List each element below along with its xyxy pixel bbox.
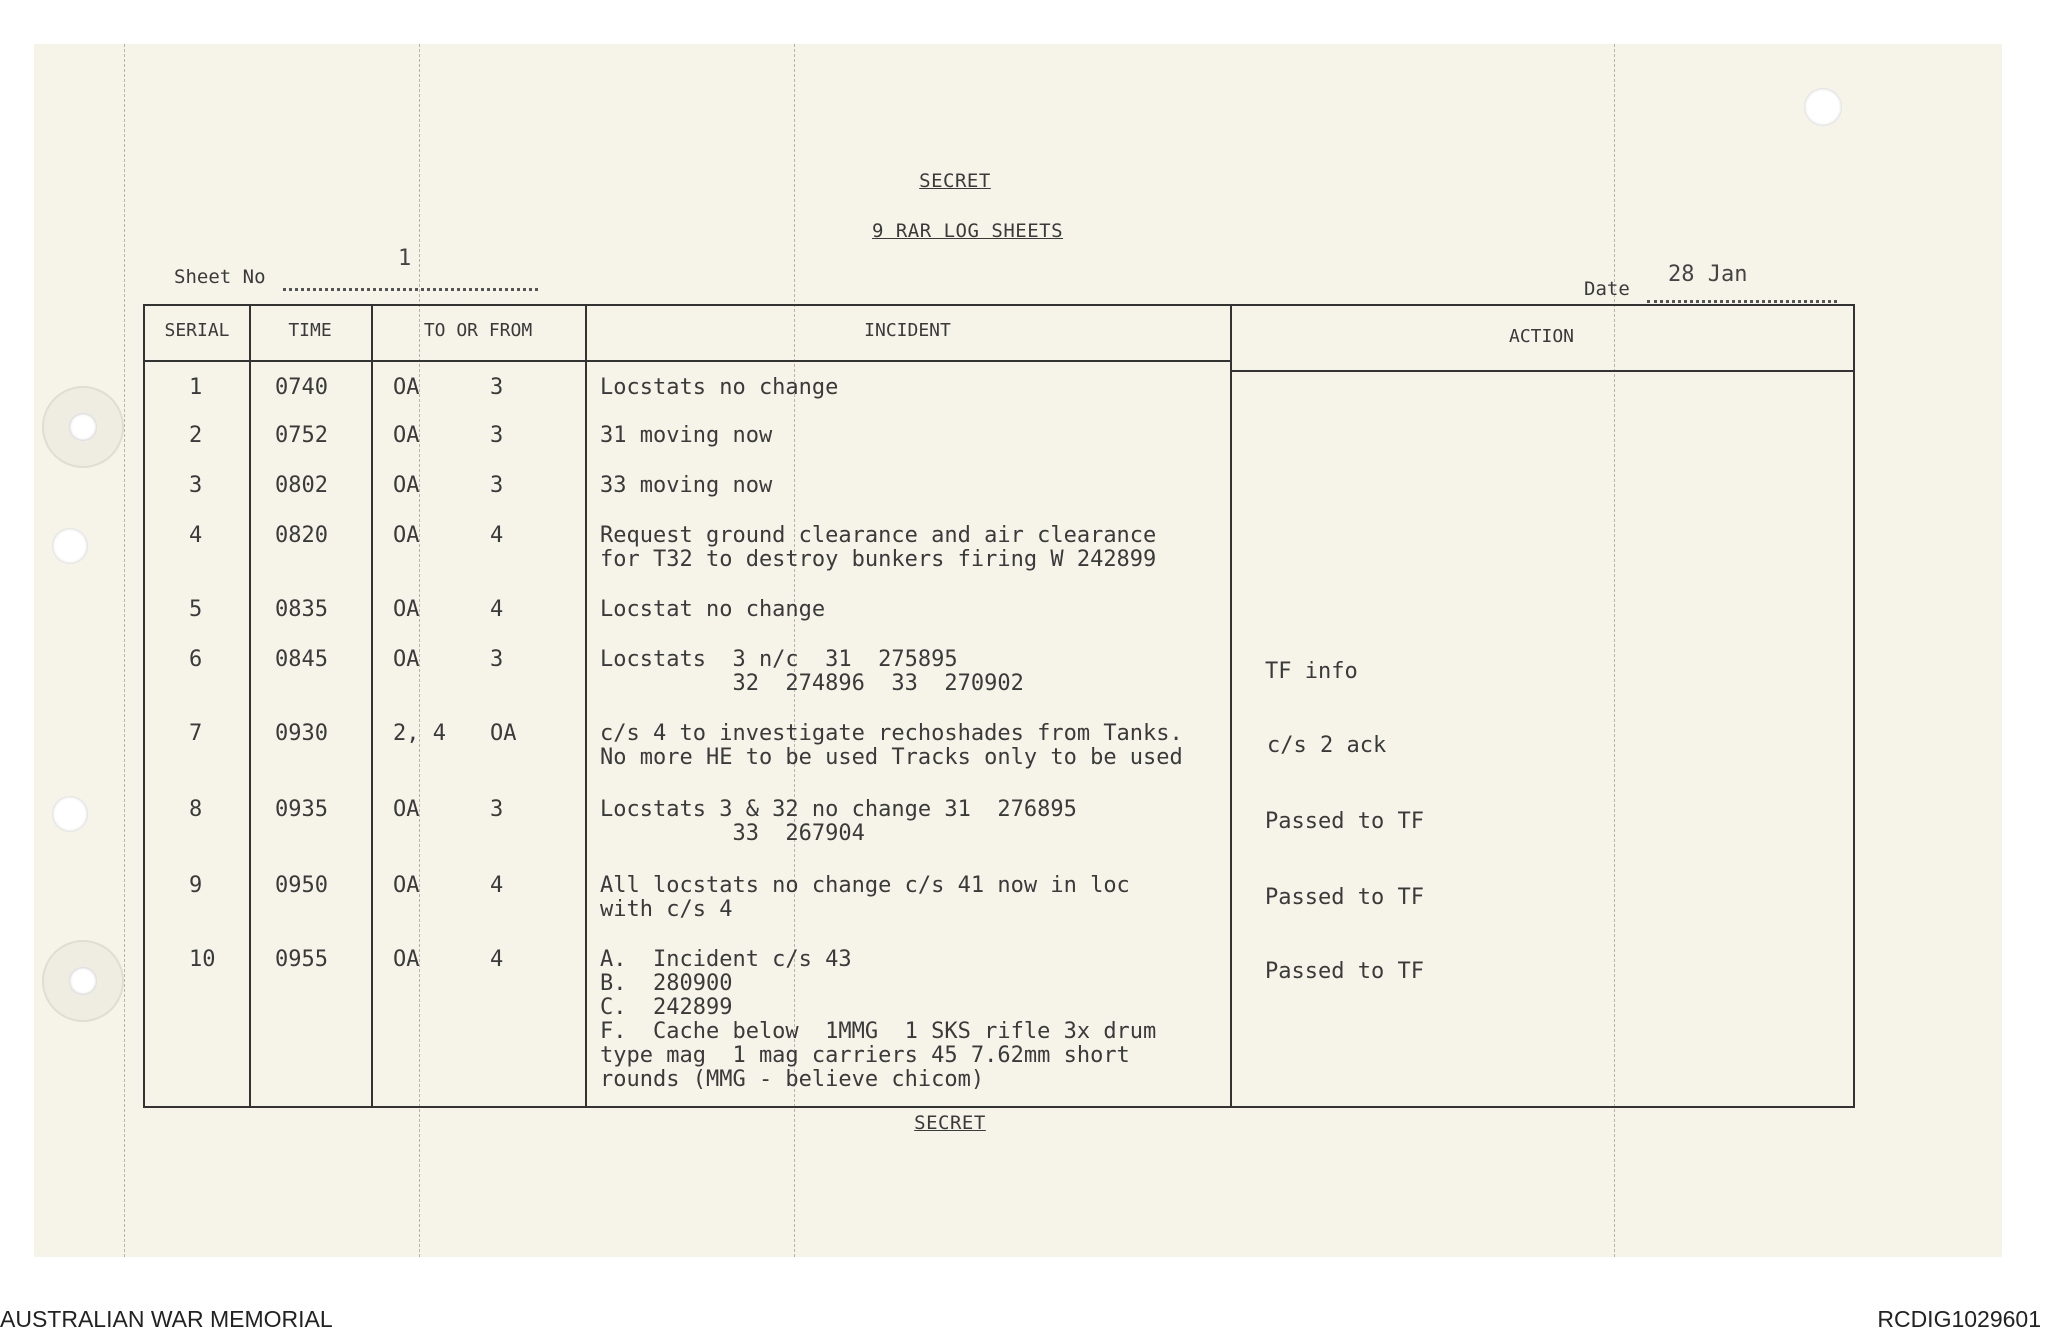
- classification-top: SECRET: [919, 170, 991, 192]
- to-cell: OA: [393, 873, 420, 898]
- to-cell: OA: [393, 375, 420, 400]
- footer-institution: AUSTRALIAN WAR MEMORIAL: [0, 1306, 333, 1332]
- col-divider: [1230, 306, 1232, 1106]
- time-cell: 0845: [275, 647, 328, 672]
- serial-cell: 4: [189, 523, 203, 548]
- from-cell: 4: [490, 597, 504, 622]
- header-divider-action: [1230, 370, 1853, 372]
- incident-cell: Request ground clearance and air clearance for T32 to destroy bunkers firing W 242899: [600, 523, 1157, 572]
- from-cell: 4: [490, 947, 504, 972]
- serial-cell: 7: [189, 721, 203, 746]
- to-cell: 2, 4: [393, 721, 446, 746]
- incident-cell: 31 moving now: [600, 423, 773, 448]
- from-cell: 3: [490, 647, 504, 672]
- from-cell: 3: [490, 473, 504, 498]
- to-cell: OA: [393, 797, 420, 822]
- action-cell: TF info: [1265, 659, 1358, 684]
- from-cell: 4: [490, 873, 504, 898]
- to-cell: OA: [393, 597, 420, 622]
- header-divider: [145, 360, 1230, 362]
- date-label: Date: [1584, 278, 1630, 300]
- serial-cell: 3: [189, 473, 203, 498]
- time-cell: 0802: [275, 473, 328, 498]
- incident-cell: Locstats 3 & 32 no change 31 276895 33 267904: [600, 797, 1077, 846]
- serial-cell: 1: [189, 375, 203, 400]
- col-divider: [585, 306, 587, 1106]
- incident-cell: 33 moving now: [600, 473, 773, 498]
- to-cell: OA: [393, 947, 420, 972]
- incident-cell: All locstats no change c/s 41 now in loc with c/s 4: [600, 873, 1130, 922]
- time-cell: 0950: [275, 873, 328, 898]
- header-action: ACTION: [1508, 326, 1575, 347]
- to-cell: OA: [393, 423, 420, 448]
- action-cell: c/s 2 ack: [1267, 733, 1387, 758]
- log-table: [143, 304, 1855, 1108]
- serial-cell: 9: [189, 873, 203, 898]
- footer-document-id: RCDIG1029601: [1877, 1306, 2041, 1332]
- time-cell: 0955: [275, 947, 328, 972]
- incident-cell: Locstats no change: [600, 375, 839, 400]
- incident-cell: Locstats 3 n/c 31 275895 32 274896 33 270902: [600, 647, 1024, 696]
- to-cell: OA: [393, 473, 420, 498]
- punch-hole-3: [52, 796, 88, 832]
- serial-cell: 5: [189, 597, 203, 622]
- from-cell: OA: [490, 721, 517, 746]
- time-cell: 0835: [275, 597, 328, 622]
- header-incident: INCIDENT: [864, 320, 951, 341]
- col-divider: [249, 306, 251, 1106]
- time-cell: 0930: [275, 721, 328, 746]
- header-to-or-from: TO OR FROM: [423, 320, 533, 341]
- sheet-number-value: 1: [398, 246, 412, 271]
- to-cell: OA: [393, 647, 420, 672]
- from-cell: 3: [490, 423, 504, 448]
- punch-hole-top-right: [1804, 88, 1842, 126]
- from-cell: 4: [490, 523, 504, 548]
- from-cell: 3: [490, 375, 504, 400]
- time-cell: 0935: [275, 797, 328, 822]
- header-serial: SERIAL: [164, 320, 230, 341]
- sheet-label: Sheet No: [174, 266, 266, 288]
- incident-cell: c/s 4 to investigate rechoshades from Tanks. No more HE to be used Tracks only to be used: [600, 721, 1183, 770]
- header-time: TIME: [288, 320, 332, 341]
- time-cell: 0820: [275, 523, 328, 548]
- incident-cell: A. Incident c/s 43 B. 280900 C. 242899 F. Cache below 1MMG 1 SKS rifle 3x drum type mag 1 mag carriers 45 7.62mm short rounds (MMG - believe chicom): [600, 947, 1157, 1092]
- serial-cell: 2: [189, 423, 203, 448]
- punch-hole-ring-1: [42, 386, 124, 468]
- incident-cell: Locstat no change: [600, 597, 826, 622]
- serial-cell: 6: [189, 647, 203, 672]
- classification-bottom: SECRET: [914, 1112, 986, 1134]
- col-divider: [371, 306, 373, 1106]
- serial-cell: 8: [189, 797, 203, 822]
- date-value: 28 Jan: [1668, 262, 1748, 287]
- to-cell: OA: [393, 523, 420, 548]
- time-cell: 0752: [275, 423, 328, 448]
- action-cell: Passed to TF: [1265, 959, 1424, 984]
- serial-cell: 10: [189, 947, 216, 972]
- from-cell: 3: [490, 797, 504, 822]
- punch-hole-ring-4: [42, 940, 124, 1022]
- sheet-number-field: [174, 266, 538, 291]
- action-cell: Passed to TF: [1265, 809, 1424, 834]
- action-cell: Passed to TF: [1265, 885, 1424, 910]
- document-title: 9 RAR LOG SHEETS: [871, 220, 1064, 242]
- punch-hole-2: [52, 528, 88, 564]
- time-cell: 0740: [275, 375, 328, 400]
